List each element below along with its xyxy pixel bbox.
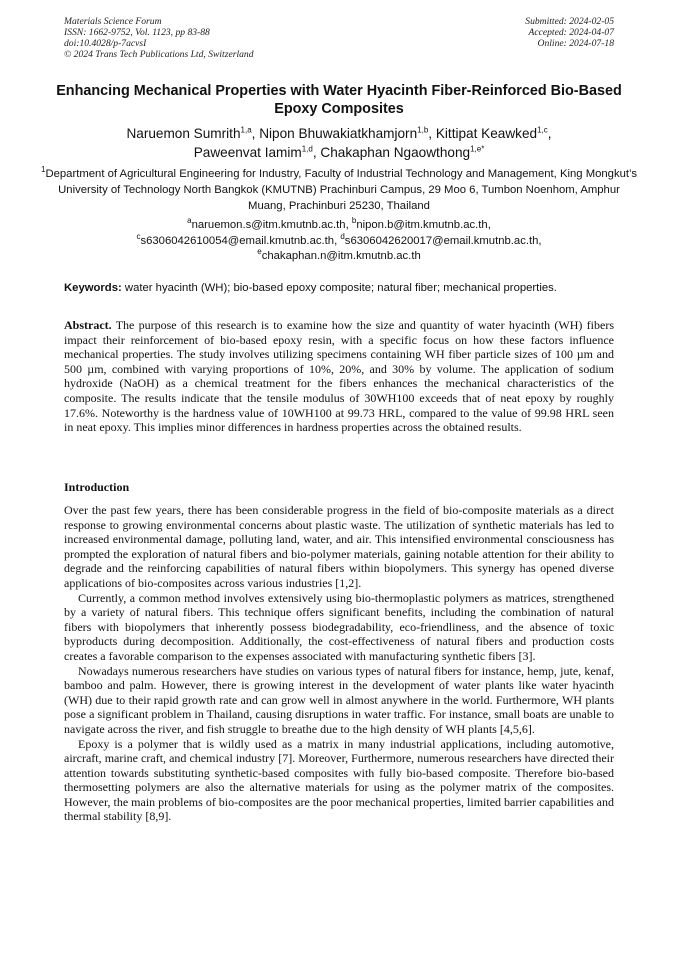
journal-issn: ISSN: 1662-9752, Vol. 1123, pp 83-88 bbox=[64, 27, 210, 38]
publication-dates bbox=[525, 16, 614, 49]
keywords bbox=[64, 281, 614, 296]
section-heading-introduction: Introduction bbox=[64, 480, 130, 494]
author-list bbox=[40, 124, 638, 162]
author: Kittipat Keawked$^{1,c}$, bbox=[435, 125, 552, 141]
author: Chakaphan Ngaowthong$^{1,e*}$ bbox=[320, 144, 485, 160]
date-accepted: Accepted: 2024-04-07 bbox=[528, 27, 614, 38]
email-link[interactable]: $^c$s6306042610054@email.kmutnb.ac.th bbox=[136, 231, 335, 247]
author: Paweenvat Iamim$^{1,d}$, bbox=[193, 144, 321, 160]
keywords-text: water hyacinth (WH); bio-based epoxy composite; natural fiber; mechanical properties. bbox=[121, 282, 557, 294]
journal-info bbox=[64, 16, 254, 60]
paragraph: Nowadays numerous researchers have studies on various types of natural fibers for instance, hemp, jute, kenaf, bamboo and palm. However, there is growing interest in the development of water plants like water hyacinth (WH) due to their rapid growth rate and can grow well in almost anywhere in the world. Furthermore, WH plants pose a significant problem in Thailand, causing disruptions in water traffic. For instance, small boats are unable to navigate across the river, and fish struggle to breathe due to the high density of WH plants [4,5,6]. bbox=[64, 663, 614, 736]
date-online: Online: 2024-07-18 bbox=[537, 38, 614, 49]
affiliation: $^1$Department of Agricultural Engineering for Industry, Faculty of Industrial Technology and Management, King Mongkut’s University of Technology North Bangkok (KMUTNB) Prachinburi Campus, 29 Moo 6, Tumbon Noenhom, Amphur Muang, Prachinburi 25230, Thailand bbox=[41, 165, 637, 212]
paragraph: Currently, a common method involves extensively using bio-thermoplastic polymers as matrices, strengthened by a variety of natural fibers. This technique offers significant benefits, including the combination of natural fibers with biopolymers that inherently possess biodegradability, eco-friendliness, and the absence of toxic byproducts during decomposition. Additionally, the cost-effectiveness of natural fibers and production costs creates a favorable comparison to the expenses associated with manufacturing synthetic fibers [3]. bbox=[64, 590, 614, 663]
author-emails: $^a$naruemon.s@itm.kmutnb.ac.th, $^b$nipon.b@itm.kmutnb.ac.th, $^c$s6306042610054@email.kmutnb.ac.th, $^d$s6306042620017@email.kmutnb.ac.th, $^e$chakaphan.n@itm.kmutnb.ac.th bbox=[136, 216, 542, 262]
email-link[interactable]: $^a$naruemon.s@itm.kmutnb.ac.th bbox=[187, 216, 346, 231]
author: Naruemon Sumrith$^{1,a}$, bbox=[126, 125, 260, 141]
date-submitted: Submitted: 2024-02-05 bbox=[525, 16, 614, 27]
abstract-label: Abstract. bbox=[64, 318, 112, 332]
keywords-label: Keywords: bbox=[64, 282, 122, 294]
journal-name: Materials Science Forum bbox=[64, 16, 162, 27]
journal-doi: doi:10.4028/p-7acvsI bbox=[64, 38, 147, 49]
introduction-body bbox=[64, 503, 614, 824]
journal-copyright: © 2024 Trans Tech Publications Ltd, Switzerland bbox=[64, 49, 254, 60]
email-link[interactable]: $^e$chakaphan.n@itm.kmutnb.ac.th bbox=[257, 247, 421, 262]
abstract bbox=[64, 318, 614, 435]
abstract-text: The purpose of this research is to examine how the size and quantity of water hyacinth (WH) fibers impact their reinforcement of bio-based epoxy resin, with a specific focus on how these factors influence mechanical properties. The study involves utilizing specimens containing WH fiber particle sizes of 100 µm and 500 µm, combined with varying proportions of 10%, 20%, and 30% by volume. The application of sodium hydroxide (NaOH) as a chemical treatment for the fibers enhances the mechanical characteristics of the composite. The results indicate that the tensile modulus of 30WH100 exceeds that of neat epoxy by roughly 17.6%. Noteworthy is the hardness value of 10WH100 at 99.73 HRL, compared to the value of 99.98 HRL seen in neat epoxy. This implies minor differences in hardness properties across the obtained results. bbox=[64, 318, 614, 435]
paragraph: Epoxy is a polymer that is wildly used as a matrix in many industrial applications, including automotive, aircraft, marine craft, and chemical industry [7]. Moreover, Furthermore, numerous researchers have directed their attention towards substituting synthetic-based composites with fully bio-based composite. Therefore bio-based thermosetting polymers are also the alternative materials for using as the polymer matrix of the composites. However, the main problems of bio-composites are the poor mechanical properties, limited barrier capabilities and thermal stability [8,9]. bbox=[64, 736, 614, 824]
email-link[interactable]: $^b$nipon.b@itm.kmutnb.ac.th bbox=[351, 216, 488, 231]
paragraph: Over the past few years, there has been considerable progress in the field of bio-composite materials as a direct response to growing environmental concerns about plastic waste. The utilization of synthetic materials has led to increased environmental damage, polluting land, water, and air. This intensified environmental consciousness has prompted the exploration of natural fibers and bio-polymer materials, gaining notable attention for their ability to degrade and the reinforcing capabilities of natural fibers within biopolymers. This synergy has opened diverse applications of bio-composites across various industries [1,2]. bbox=[64, 503, 614, 590]
author: Nipon Bhuwakiatkhamjorn$^{1,b}$, bbox=[259, 125, 436, 141]
paper-title: Enhancing Mechanical Properties with Water Hyacinth Fiber-Reinforced Bio-Based Epoxy Composites bbox=[56, 83, 622, 117]
email-link[interactable]: $^d$s6306042620017@email.kmutnb.ac.th bbox=[340, 231, 539, 247]
